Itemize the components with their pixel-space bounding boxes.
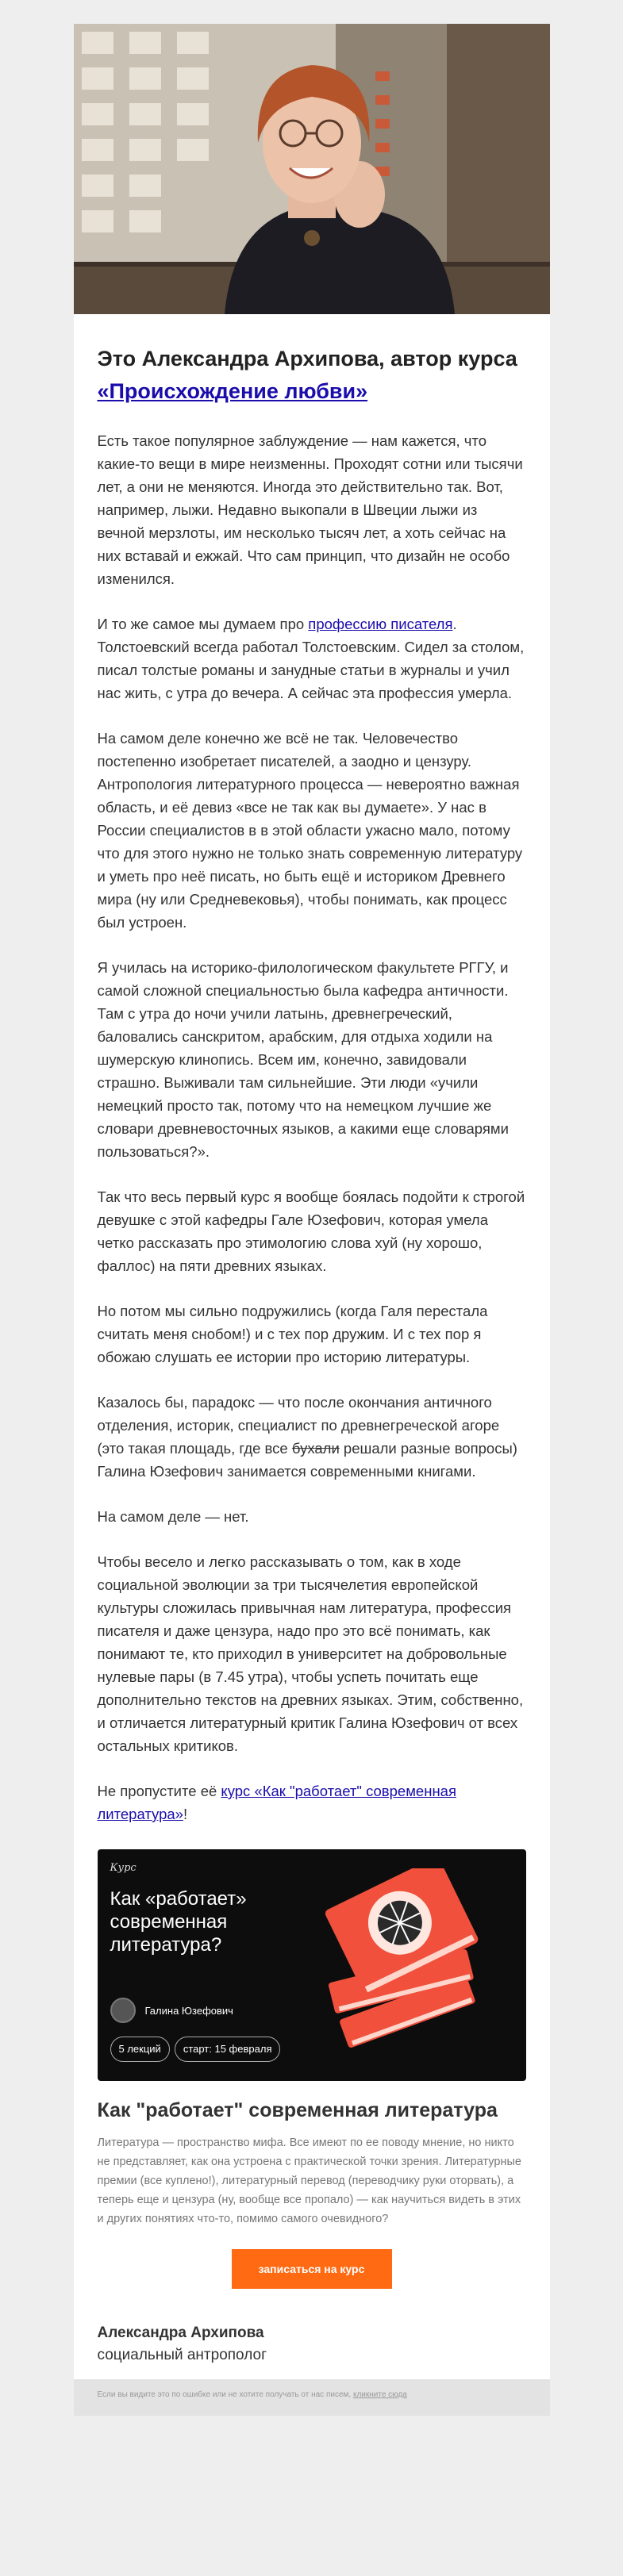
enroll-button[interactable]: записаться на курс [232,2249,392,2289]
text-fragment: ! [183,1806,188,1822]
course-link-literature[interactable]: курс «Как "работает" современная литература» [97,1783,456,1822]
text-fragment: Не пропустите её [97,1783,221,1799]
signature-name: Александра Архипова [97,2325,264,2341]
course-title: Как "работает" современная литература [97,2099,498,2121]
unsubscribe-link[interactable]: кликните сюда [352,2390,407,2399]
lectures-chip: 5 лекций [110,2037,170,2062]
signature [98,2322,526,2379]
paragraph-6: Но потом мы сильно подружились (когда Галя перестала считать меня снобом!) и с тех пор дружим. И с тех пор я обожаю слушать ее истории про историю литературы. [97,1303,488,1365]
promo-title: Как «работает» современная литература? [110,1888,247,1956]
paragraph-3: На самом деле конечно же всё не так. Человечество постепенно изобретает писателей, а заодно и цензуру. Антропология литературного процесса — невероятно важная область, и её девиз «все не так как вы думаете». У нас в России специалистов в в этой области ужасно мало, потому что для этого нужно не только знать современную литературу и уметь про неё писать, но быть ещё и историком Древнего мира (ну или Средневековья), чтобы понимать, как процесс был устроен. [97,730,523,931]
paragraph-9: Чтобы весело и легко рассказывать о том, как в ходе социальной эволюции за три тысячелетия европейской культуры сложилась привычная нам литература, профессия писателя и даже цензура, надо про это всё понимать, как понимают те, кто приходил в университет на добровольные нулевые пары (в 7.45 утра), чтобы успеть почитать еще дополнительно текстов на древних языках. Этим, собственно, и отличается литературный критик Галина Юзефович от всех остальных критиков. [97,1553,524,1754]
promo-brand: Курс [110,1862,137,1874]
portrait-image [74,24,550,314]
paragraph-4: Я училась на историко-филологическом факультете РГГУ, и самой сложной специальностью была кафедра античности. Там с утра до ночи учили латынь, древнегреческий, баловались санскритом, арабским, для отдыха ходили на шумерскую клинопись. Всем им, конечно, завидовали страшно. Выживали там сильнейшие. Эти люди «учили немецкий просто так, потому что на немецком лучшие же словари древневосточных языков, а какими еще словарями пользоваться?». [97,959,509,1160]
text-fragment: решали разные вопросы) Галина Юзефович занимается современными книгами. [97,1440,517,1480]
paragraph-1: Есть такое популярное заблуждение — нам кажется, что какие-то вещи в мире неизменны. Проходят сотни или тысячи лет, а они не меняются. Иногда это действительно так. Вот, например, лыжи. Недавно выкопали в Швеции лыжи из вечной мерзлоты, им несколько тысяч лет, а хоть сейчас на них вставай и ежжай. Что сам принцип, что дизайн не особо изменился. [97,432,523,587]
paragraph-2 [98,612,526,704]
hero-photo [74,24,550,314]
books-illustration [306,1868,512,2067]
heading-text: Это Александра Архипова, автор курса [97,347,517,370]
signature-role: социальный антрополог [97,2347,267,2363]
start-date-chip: старт: 15 февраля [175,2037,281,2062]
avatar [110,1998,136,2023]
email-container [74,0,550,2416]
promo-chips [110,2037,281,2062]
promo-author-name: Галина Юзефович [144,2004,233,2017]
footer-text: Если вы видите это по ошибке или не хотите получать от нас писем, [97,2390,353,2399]
paragraph-5: Так что весь первый курс я вообще боялась подойти к строгой девушке с этой кафедры Гале Юзефович, которая умела четко рассказать про этимологию слова хуй (ну хорошо, фаллос) на пяти древних языках. [97,1188,525,1274]
course-description: Литература — пространство мифа. Все имеют по ее поводу мнение, но никто не представляет, как она устроена с практической точки зрения. Литературные премии (все куплено!), литературный перевод (переводчику руки оторвать), а теперь еще и цензура (ну, вообще все пропало) — как научиться видеть в этих и других понятиях что-то, помимо самого очевидного? [97,2136,521,2225]
promo-author [110,1998,233,2023]
course-link-origin-of-love[interactable]: «Происхождение любви» [97,379,368,403]
strikethrough-word: бухали [291,1440,340,1457]
writer-profession-link[interactable]: профессию писателя [308,616,453,632]
paragraph-7 [98,1391,526,1483]
course-promo-banner[interactable] [98,1849,526,2081]
intro-heading [98,343,526,408]
text-fragment: . Толстоевский всегда работал Толстоевским. Сидел за столом, писал толстые романы и занудные статьи в журналы и учил нас жить, с утра до вечера. А сейчас эта профессия умерла. [97,616,525,701]
email-body [74,314,550,2379]
text-fragment: Казалось бы, парадокс — что после окончания античного отделения, историк, специалист по древнегреческой агоре (это такая площадь, где все [97,1394,500,1457]
text-fragment: И то же самое мы думаем про [97,616,309,632]
paragraph-8: На самом деле — нет. [97,1508,249,1525]
paragraph-10 [98,1779,526,1825]
email-footer [74,2379,550,2416]
